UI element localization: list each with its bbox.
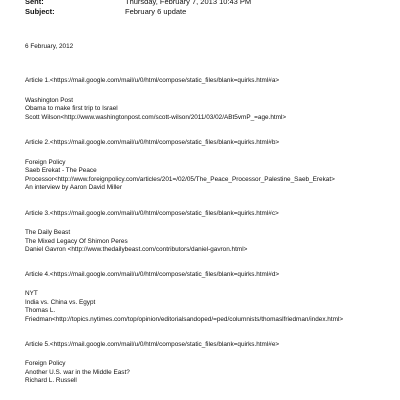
article-5-title: Another U.S. war in the Middle East?	[25, 369, 130, 376]
article-2-title: Saeb Erekat - The Peace	[25, 167, 97, 174]
article-3-author[interactable]: Daniel Gavron <http://www.thedailybeast.com/contributors/daniel-gavron.html>	[25, 246, 248, 253]
article-3-link[interactable]: Article 3.<https://mail.google.com/mail/u/0/html/compose/static_files/blank=quirks.html#c>	[25, 210, 279, 217]
sent-label: Sent:	[25, 0, 44, 6]
article-2-source: Foreign Policy	[25, 159, 66, 166]
article-3-source: The Daily Beast	[25, 229, 71, 236]
article-2-link[interactable]: Article 2.<https://mail.google.com/mail/u/0/html/compose/static_files/blank=quirks.html#b>	[25, 139, 280, 146]
article-4-title: India vs. China vs. Egypt	[25, 299, 96, 306]
article-3-title: The Mixed Legacy Of Shimon Peres	[25, 238, 128, 245]
article-2-author: An interview by Aaron David Miller	[25, 184, 122, 191]
article-4-source: NYT	[25, 290, 38, 297]
article-1-link[interactable]: Article 1.<https://mail.google.com/mail/u/0/html/compose/static_files/blank=quirks.html#a>	[25, 77, 280, 84]
article-4-link[interactable]: Article 4.<https://mail.google.com/mail/u/0/html/compose/static_files/blank=quirks.html#d>	[25, 271, 280, 278]
subject-label: Subject:	[25, 7, 55, 16]
article-1-author[interactable]: Scott Wilson<http://www.washingtonpost.com/scott-wilson/2011/03/02/ABt5vmP_=age.html>	[25, 114, 287, 121]
article-4-author-link[interactable]: Friedman<http://topics.nytimes.com/top/opinion/editorialsandoped/=ped/columnists/thomaslfriedman/index.html>	[25, 316, 344, 323]
article-1-title: Obama to make first trip to Israel	[25, 105, 118, 112]
article-1-source: Washington Post	[25, 97, 74, 104]
subject-value: February 6 update	[125, 7, 187, 16]
article-2-title-link[interactable]: Processor<http://www.foreignpolicy.com/articles/201=/02/05/The_Peace_Processor_Palestine_Saeb_Erekat>	[25, 176, 335, 183]
article-5-source: Foreign Policy	[25, 360, 66, 367]
email-date: 6 February, 2012	[25, 43, 74, 50]
article-5-author: Richard L. Russell	[25, 377, 77, 384]
article-5-link[interactable]: Article 5.<https://mail.google.com/mail/u/0/html/compose/static_files/blank=quirks.html#e>	[25, 341, 280, 348]
sent-value: Thursday, February 7, 2013 10:43 PM	[125, 0, 252, 6]
article-4-author: Thomas L.	[25, 307, 56, 314]
